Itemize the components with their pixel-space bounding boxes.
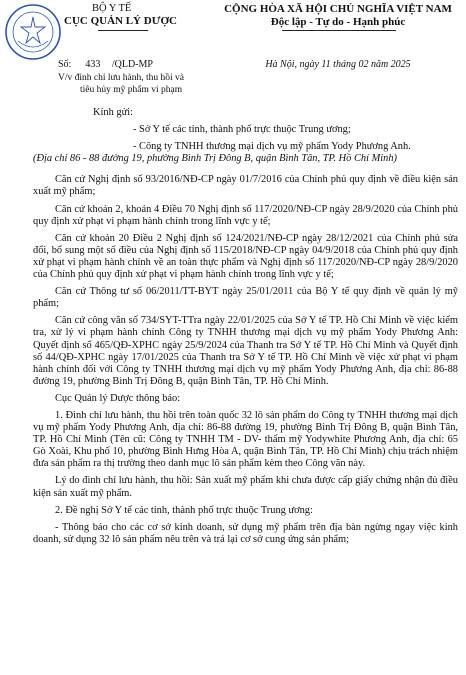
recipient-2: - Công ty TNHH thương mại dịch vụ mỹ phẩm Yody Phương Anh.	[133, 141, 411, 153]
doc-no-suffix: /QLD-MP	[111, 59, 153, 70]
country-name: CỘNG HÒA XÃ HỘI CHỦ NGHĨA VIỆT NAM	[224, 3, 452, 15]
doc-no-value: 433	[85, 59, 101, 70]
doc-no-prefix: Số:	[58, 59, 72, 70]
greeting: Kính gửi:	[93, 107, 133, 118]
recipient-2-address: (Địa chỉ 86 - 88 đường 19, phường Bình Trị Đông B, quận Bình Tân, TP. Hồ Chí Minh)	[33, 153, 397, 165]
paragraph-1: Căn cứ Nghị định số 93/2016/NĐ-CP ngày 01/7/2016 của Chính phủ quy định về điều kiện sản xuất mỹ phẩm;	[33, 174, 458, 198]
subject-line-2: tiêu hủy mỹ phẩm vi phạm	[80, 84, 183, 95]
subject-line-1: V/v đình chỉ lưu hành, thu hồi và	[58, 73, 184, 83]
paragraph-4: Căn cứ Thông tư số 06/2011/TT-BYT ngày 25/01/2011 của Bộ Y tế quy định về quản lý mỹ phẩm;	[33, 286, 458, 310]
paragraph-5: Căn cứ công văn số 734/SYT-TTra ngày 22/01/2025 của Sở Y tế TP. Hồ Chí Minh về việc kiểm tra, xử lý vi phạm hành chính Công ty TNHH thương mại dịch vụ mỹ phẩm Yody Phương Anh: Quyết định số 465/QĐ-XPHC ngày 25/9/2024 của Thanh tra Sở Y tế TP. Hồ Chí Minh và Quyết định số 44/QĐ-XPHC ngày 17/01/2025 của Thanh tra Sở Y tế TP. Hồ Chí Minh về việc xử phạt vi phạm hành chính đối với Công ty TNHH thương mại dịch vụ mỹ phẩm Yody Phương Anh, địa chỉ: 86-88 đường 19, phường Bình Trị Đông B, quận Bình Tân, TP. Hồ Chí Minh.	[33, 315, 458, 387]
paragraph-8: Lý do đình chỉ lưu hành, thu hồi: Sản xuất mỹ phẩm khi chưa được cấp giấy chứng nhận đủ điều kiện sản xuất mỹ phẩm.	[33, 475, 458, 499]
paragraph-2: Căn cứ khoản 2, khoản 4 Điều 70 Nghị định số 117/2020/NĐ-CP ngày 28/9/2020 của Chính phủ quy định xử phạt vi phạm hành chính trong lĩnh vực y tế;	[33, 203, 458, 227]
agency-name: CỤC QUẢN LÝ DƯỢC	[64, 15, 177, 27]
document-body	[33, 107, 458, 546]
paragraph-7: 1. Đình chỉ lưu hành, thu hồi trên toàn quốc 32 lô sản phẩm do Công ty TNHH thương mại dịch vụ mỹ phẩm Yody Phương Anh, địa chỉ: 86-88 đường 19, phường Bình Trị Đông B, quận Bình Tân, TP. Hồ Chí Minh (Tên cũ: Công ty TNHH TM - DV- thẩm mỹ Yodywhite Phương Anh, địa chỉ: 65 Gò Xoài, Khu phố 10, phường Bình Hưng Hòa A, quận Bình Tân, TP. Hồ Chí Minh) chịu trách nhiệm đưa sản phẩm ra thị trường theo danh mục lô sản phẩm kèm theo Công văn này.	[33, 409, 458, 470]
paragraph-6: Cục Quản lý Dược thông báo:	[55, 392, 181, 404]
document-subject	[58, 73, 218, 96]
agency-underline	[98, 30, 148, 31]
motto-underline	[282, 30, 396, 31]
document-number	[58, 59, 153, 70]
paragraph-10: - Thông báo cho các cơ sở kinh doanh, sử dụng mỹ phẩm trên địa bàn ngừng ngay việc kinh doanh, sử dụng 32 lô sản phẩm nêu trên và trả lại cơ sở cung ứng sản phẩm;	[33, 521, 458, 545]
recipient-1: - Sở Y tế các tỉnh, thành phố trực thuộc Trung ương;	[133, 124, 351, 136]
ministry-name: BỘ Y TẾ	[92, 3, 132, 14]
national-motto: Độc lập - Tự do - Hạnh phúc	[270, 16, 406, 28]
place-date: Hà Nội, ngày 11 tháng 02 năm 2025	[265, 59, 411, 70]
paragraph-9: 2. Đề nghị Sở Y tế các tỉnh, thành phố trực thuộc Trung ương:	[55, 504, 313, 516]
paragraph-3: Căn cứ khoản 20 Điều 2 Nghị định số 124/2021/NĐ-CP ngày 28/12/2021 của Chính phủ sửa đổi, bổ sung một số điều của Nghị định số 115/2018/NĐ-CP ngày 04/9/2018 của Chính phủ quy định xử phạt vi phạm hành chính về an toàn thực phẩm và Nghị định số 117/2020/NĐ-CP ngày 28/9/2020 của Chính phủ quy định xử phạt vi phạm hành chính trong lĩnh vực y tế;	[33, 232, 458, 281]
digital-signature-seal	[4, 3, 62, 61]
